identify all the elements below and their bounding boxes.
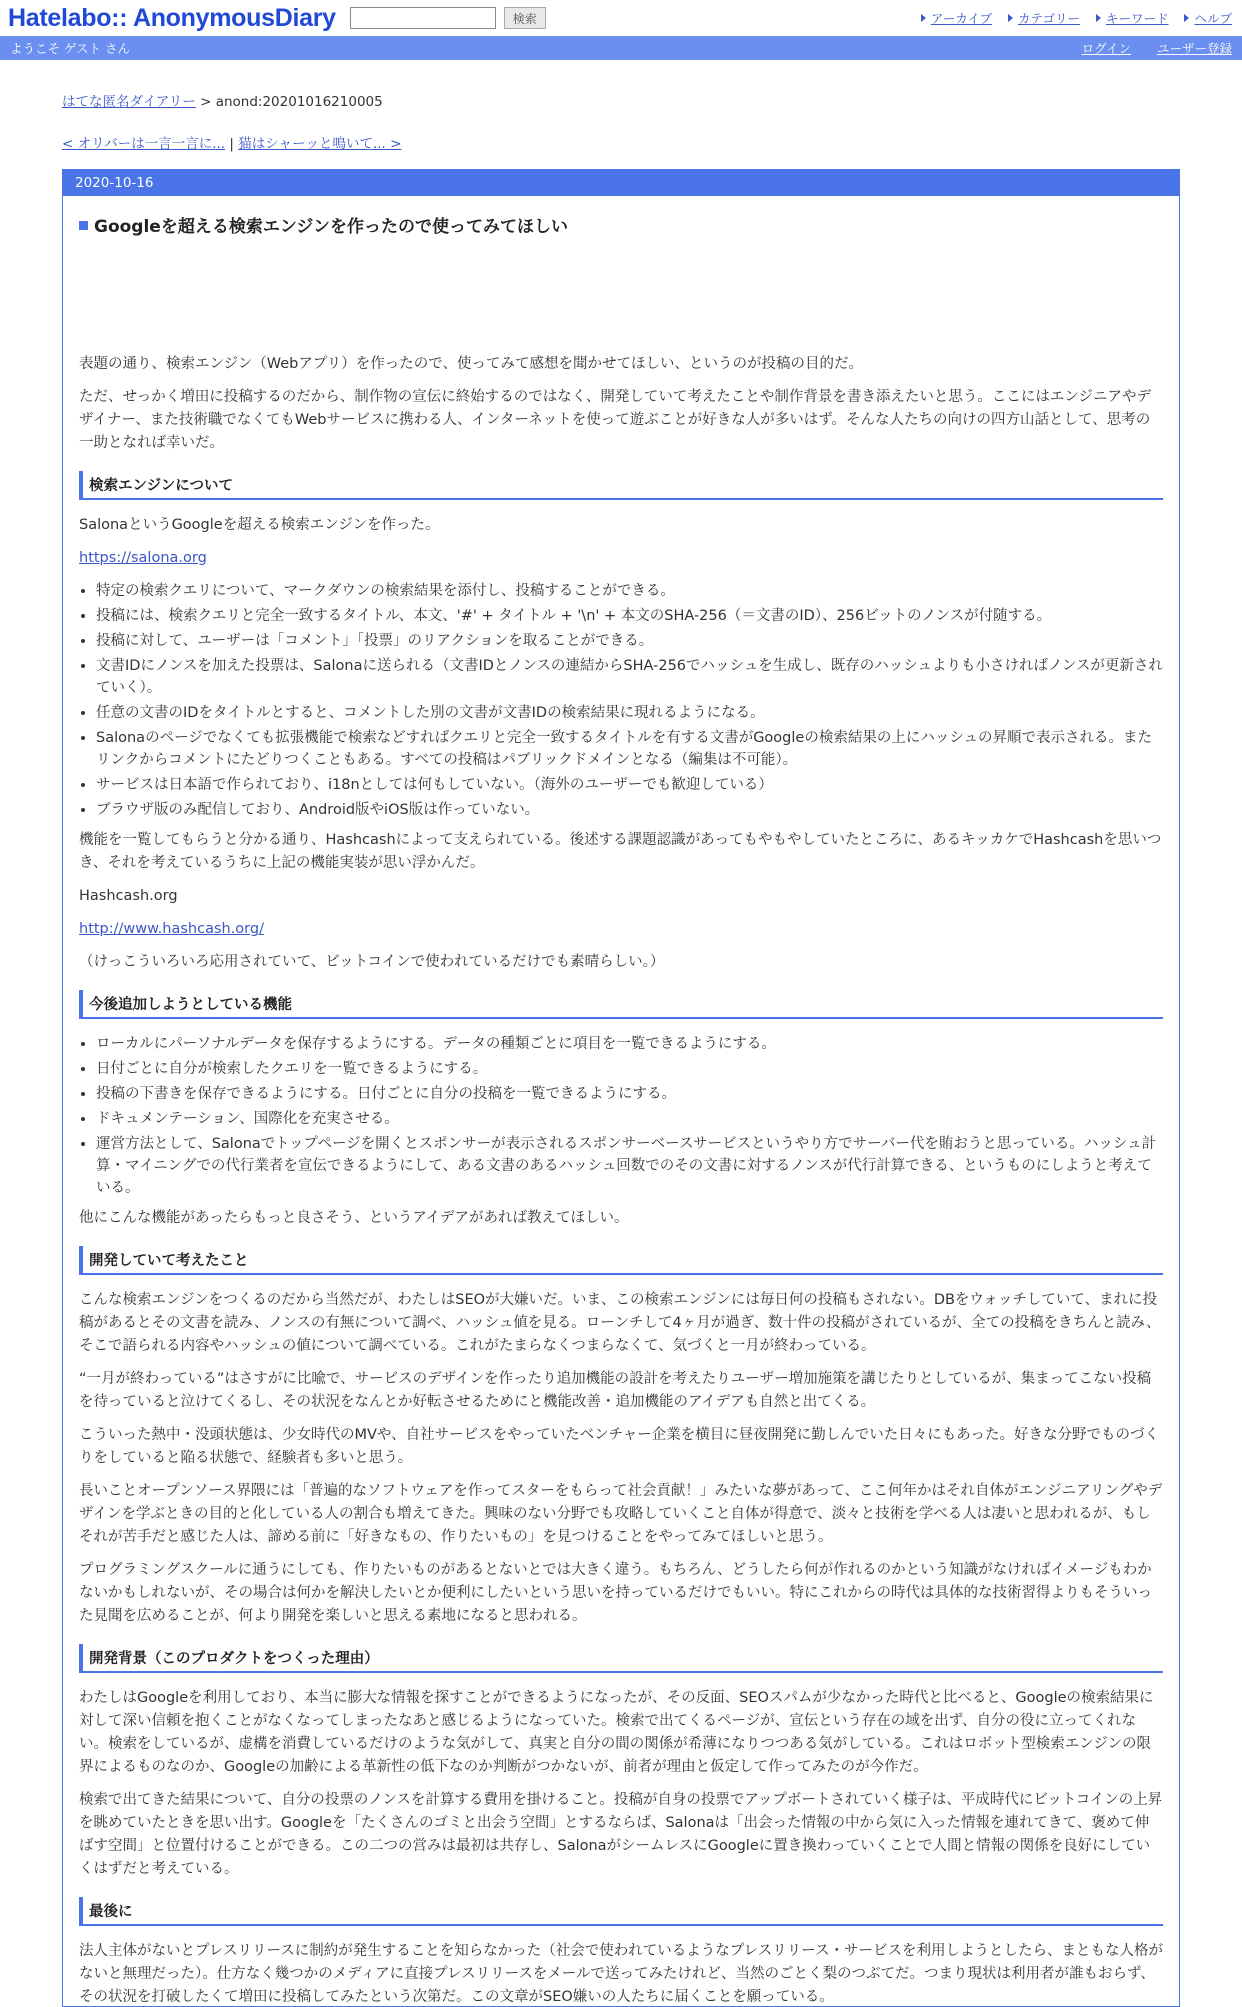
search-input[interactable] — [350, 7, 496, 29]
main-content — [0, 90, 1242, 2007]
section-heading: 検索エンジンについて — [79, 471, 1163, 500]
paragraph: 機能を一覧してもらうと分かる通り、Hashcashによって支えられている。後述する課題認識があってもやもやしていたところに、あるキッカケでHashcashを思いつき、それを考えているうちに上記の機能実装が思い浮かんだ。 — [79, 832, 1162, 871]
entry-title — [79, 212, 1163, 237]
breadcrumb — [62, 90, 1180, 110]
feature-list — [79, 580, 1163, 821]
list-item: • ローカルにパーソナルデータを保存するようにする。データの種類ごとに項目を一覧できるようにする。 — [96, 1033, 1163, 1055]
list-item: • 日付ごとに自分が検索したクエリを一覧できるようにする。 — [96, 1058, 1163, 1080]
diary-entry — [62, 169, 1180, 2007]
list-item: • 投稿に対して、ユーザーは「コメント」「投票」のリアクションを取ることができる。 — [96, 630, 1163, 652]
nav-archive[interactable] — [921, 9, 992, 27]
nav-category-label[interactable]: カテゴリー — [1017, 11, 1080, 26]
section-heading: 今後追加しようとしている機能 — [79, 990, 1163, 1019]
paragraph — [79, 918, 1163, 941]
paragraph: 長いことオープンソース界隈には「普遍的なソフトウェアを作ってスターをもらって社会貢献！」みたいな夢があって、ここ何年かはそれ自体がエンジニアリングやデザインを学ぶときの目的と化している人の割合も増えてきた。興味のない分野でも攻略していくこと自体が得意で、淡々と技術を学べる人は凄いと思われるが、もしそれが苦手だと感じた人は、諦める前に「好きなもの、作りたいもの」を見つけることをやってみてほしいと思う。 — [79, 1483, 1163, 1545]
hashcash-link[interactable]: http://www.hashcash.org/ — [79, 921, 264, 937]
welcome-text: ようこそ ゲスト さん — [10, 41, 130, 56]
breadcrumb-root[interactable]: はてな匿名ダイアリー — [62, 94, 196, 110]
blank-space — [79, 237, 1163, 353]
paragraph: “一月が終わっている”はさすがに比喩で、サービスのデザインを作ったり追加機能の設計を考えたりユーザー増加施策を講じたりとしているが、集まってこない投稿を待っていると泣けてくるし、その状況をなんとか好転させるためにと機能改善・追加機能のアイデアも自然と出てくる。 — [79, 1371, 1152, 1410]
nav-keyword-label[interactable]: キーワード — [1105, 11, 1169, 26]
site-logo[interactable]: Hatelabo:: AnonymousDiary — [8, 3, 336, 32]
list-item: • 運営方法として、Salonaでトップページを開くとスポンサーが表示されるスポンサーベースサービスというやり方でサーバー代を賄おうと思っている。ハッシュ計算・マイニングでの代行業者を宣伝できるようにして、ある文書のあるハッシュ回数でのその文書に対するノンスが代行計算できる、というものにしようと考えている。 — [96, 1133, 1163, 1199]
nav-help[interactable] — [1184, 9, 1232, 27]
search-button[interactable]: 検索 — [504, 7, 546, 29]
paragraph: 他にこんな機能があったらもっと良さそう、というアイデアがあれば教えてほしい。 — [79, 1210, 629, 1226]
prev-entry-link[interactable]: < オリバーは一言一言に... — [62, 136, 226, 152]
list-item: • 特定の検索クエリについて、マークダウンの検索結果を添付し、投稿することができる。 — [96, 580, 1163, 602]
paragraph: こういった熱中・没頭状態は、少女時代のMVや、自社サービスをやっていたベンチャー企業を横目に昼夜開発に勤しんでいた日々にもあった。好きな分野でものづくりをしていると陥る状態で、経験者も多いと思う。 — [79, 1427, 1160, 1466]
nav-archive-label[interactable]: アーカイブ — [930, 11, 992, 26]
list-item: • ブラウザ版のみ配信しており、Android版やiOS版は作っていない。 — [96, 799, 1163, 821]
nav-category[interactable] — [1008, 9, 1080, 27]
intro-paragraph: 表題の通り、検索エンジン（Webアプリ）を作ったので、使ってみて感想を聞かせてほしい、というのが投稿の目的だ。 — [79, 356, 864, 372]
user-links — [1060, 39, 1232, 57]
prev-next-divider: | — [229, 136, 234, 152]
top-bar — [0, 0, 1242, 36]
salona-link[interactable]: https://salona.org — [79, 550, 207, 566]
section-heading: 開発していて考えたこと — [79, 1246, 1163, 1275]
list-item: • 投稿には、検索クエリと完全一致するタイトル、本文、'#' + タイトル + '\n' + 本文のSHA-256（＝文書のID）、256ビットのノンスが付随する。 — [96, 605, 1163, 627]
list-item: • 文書IDにノンスを加えた投票は、Salonaに送られる（文書IDとノンスの連結からSHA-256でハッシュを生成し、既存のハッシュよりも小さければノンスが更新されていく）。 — [96, 655, 1163, 699]
paragraph: こんな検索エンジンをつくるのだから当然だが、わたしはSEOが大嫌いだ。いま、この検索エンジンには毎日何の投稿もされない。DBをウォッチしていて、まれに投稿があるとその文書を読み、ノンスの有無について調べ、ハッシュ値を見る。ローンチして4ヶ月が過ぎ、数十件の投稿がされているが、全ての投稿をきちんと読み、そこで語られる内容やハッシュの値について調べている。これがたまらなくつまらなくて、気づくと一月が終わっている。 — [79, 1292, 1161, 1354]
list-item: • サービスは日本語で作られており、i18nとしては何もしていない。（海外のユーザーでも歓迎している） — [96, 774, 1163, 796]
paragraph: （けっこういろいろ応用されていて、ビットコインで使われているだけでも素晴らしい。） — [79, 954, 665, 970]
next-entry-link[interactable]: 猫はシャーッと鳴いて... > — [238, 136, 402, 152]
entry-title-text: Googleを超える検索エンジンを作ったので使ってみてほしい — [94, 217, 568, 237]
top-nav — [921, 9, 1232, 27]
planned-feature-list — [79, 1033, 1163, 1199]
nav-help-label[interactable]: ヘルプ — [1194, 11, 1232, 26]
section-heading: 最後に — [79, 1897, 1163, 1926]
paragraph: わたしはGoogleを利用しており、本当に膨大な情報を探すことができるようになったが、その反面、SEOスパムが少なかった時代と比べると、Googleの検索結果に対して深い信頼を抱くことがなくなってしまったなあと感じるようになっていた。検索で出てくるページが、宣伝という存在の域を出ず、自分の役に立ってくれない。検索をしているが、虚構を消費しているだけのような気がして、真実と自分の間の関係が希薄になりつつある気がしている。これはロボット型検索エンジンの限界によるものなのか、Googleの加齢による革新性の低下なのか判断がつかないが、前者が理由と仮定して作ってみたのが今作だ。 — [79, 1690, 1154, 1775]
paragraph: 検索で出てきた結果について、自分の投票のノンスを計算する費用を掛けること。投稿が自身の投票でアップボートされていく様子は、平成時代にビットコインの上昇を眺めていたときを思い出す。Googleを「たくさんのゴミと出会う空間」とするならば、Salonaは「出会った情報の中から気に入った情報を連れてきて、褒めて伸ばす空間」と位置付けることができる。この二つの営みは最初は共存し、SalonaがシームレスにGoogleに置き換わっていくことで人間と情報の関係を良好にしていくはずだと考えている。 — [79, 1792, 1163, 1877]
paragraph: プログラミングスクールに通うにしても、作りたいものがあるとないとでは大きく違う。もちろん、どうしたら何が作れるのかという知識がなければイメージもわかないかもしれないが、その場合は何かを解決したいとか便利にしたいという思いを持っているだけでもいい。特にこれからの時代は具体的な技術習得よりもそういった見聞を広めることが、何より開発を楽しいと思える素地になると思われる。 — [79, 1562, 1152, 1624]
paragraph: SalonaというGoogleを超える検索エンジンを作った。 — [79, 517, 440, 533]
register-link[interactable]: ユーザー登録 — [1156, 41, 1232, 56]
list-item: • 任意の文書のIDをタイトルとすると、コメントした別の文書が文書IDの検索結果に現れるようになる。 — [96, 702, 1163, 724]
list-item: • ドキュメンテーション、国際化を充実させる。 — [96, 1108, 1163, 1130]
caret-right-icon — [921, 14, 926, 22]
intro-paragraph: ただ、せっかく増田に投稿するのだから、制作物の宣伝に終始するのではなく、開発していて考えたことや制作背景を書き添えたいと思う。ここにはエンジニアやデザイナー、また技術職でなくてもWebサービスに携わる人、インターネットを使って遊ぶことが好きな人が多いはず。そんな人たちの向けの四方山話として、思考の一助となれば幸いだ。 — [79, 389, 1152, 451]
caret-right-icon — [1008, 14, 1013, 22]
list-item: • Salonaのページでなくても拡張機能で検索などすればクエリと完全一致するタイトルを有する文書がGoogleの検索結果の上にハッシュの昇順で表示される。またリンクからコメントにたどりつくこともある。すべての投稿はパブリックドメインとなる（編集は不可能）。 — [96, 727, 1163, 771]
breadcrumb-separator: > — [200, 94, 212, 110]
prev-next-nav — [62, 132, 1180, 152]
section-heading: 開発背景（このプロダクトをつくった理由） — [79, 1644, 1163, 1673]
caret-right-icon — [1184, 14, 1189, 22]
paragraph: Hashcash.org — [79, 888, 178, 904]
entry-body — [63, 212, 1179, 2007]
user-bar — [0, 36, 1242, 60]
caret-right-icon — [1096, 14, 1101, 22]
breadcrumb-current: anond:20201016210005 — [215, 94, 383, 110]
entry-date: 2020-10-16 — [63, 170, 1179, 196]
paragraph — [79, 547, 1163, 570]
nav-keyword[interactable] — [1096, 9, 1169, 27]
paragraph: 法人主体がないとプレスリリースに制約が発生することを知らなかった（社会で使われているようなプレスリリース・サービスを利用しようとしたら、まともな人格がないと無理だった）。仕方なく幾つかのメディアに直接プレスリリースをメールで送ってみたけれど、当然のごとく梨のつぶてだ。つまり現状は利用者が誰もおらず、その状況を打破したくて増田に投稿してみたという次第だ。この文章がSEO嫌いの人たちに届くことを願っている。 — [79, 1943, 1164, 2005]
square-bullet-icon — [79, 221, 88, 230]
login-link[interactable]: ログイン — [1081, 41, 1131, 56]
list-item: • 投稿の下書きを保存できるようにする。日付ごとに自分の投稿を一覧できるようにする。 — [96, 1083, 1163, 1105]
